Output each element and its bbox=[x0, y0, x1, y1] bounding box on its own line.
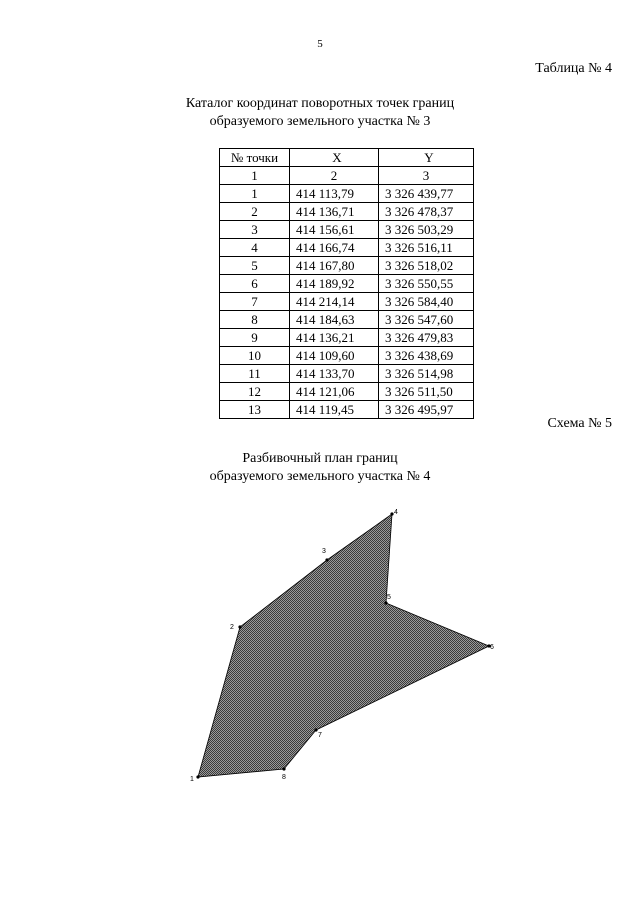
y-coordinate-cell: 3 326 584,40 bbox=[379, 293, 474, 311]
point-number-cell: 10 bbox=[220, 347, 290, 365]
x-coordinate-cell: 414 121,06 bbox=[290, 383, 379, 401]
point-number-cell: 8 bbox=[220, 311, 290, 329]
vertex-label: 4 bbox=[394, 509, 398, 516]
y-coordinate-cell: 3 326 511,50 bbox=[379, 383, 474, 401]
header-point-number: № точки bbox=[220, 149, 290, 167]
y-coordinate-cell: 3 326 478,37 bbox=[379, 203, 474, 221]
header-x: X bbox=[290, 149, 379, 167]
vertex-label: 8 bbox=[282, 774, 286, 781]
table-number-label: Таблица № 4 bbox=[535, 61, 612, 76]
vertex-point bbox=[384, 601, 387, 604]
y-coordinate-cell: 3 326 438,69 bbox=[379, 347, 474, 365]
vertex-label: 6 bbox=[490, 644, 494, 651]
x-coordinate-cell: 414 119,45 bbox=[290, 401, 379, 419]
point-number-cell: 13 bbox=[220, 401, 290, 419]
y-coordinate-cell: 3 326 439,77 bbox=[379, 185, 474, 203]
point-number-cell: 7 bbox=[220, 293, 290, 311]
catalog-title-line-1: Каталог координат поворотных точек границ bbox=[185, 96, 455, 111]
index-cell: 1 bbox=[220, 167, 290, 185]
point-number-cell: 1 bbox=[220, 185, 290, 203]
x-coordinate-cell: 414 109,60 bbox=[290, 347, 379, 365]
x-coordinate-cell: 414 133,70 bbox=[290, 365, 379, 383]
index-cell: 2 bbox=[290, 167, 379, 185]
y-coordinate-cell: 3 326 503,29 bbox=[379, 221, 474, 239]
point-number-cell: 6 bbox=[220, 275, 290, 293]
vertex-label: 2 bbox=[230, 624, 234, 631]
point-number-cell: 3 bbox=[220, 221, 290, 239]
scheme-number-label: Схема № 5 bbox=[547, 416, 612, 431]
plan-title-line-1: Разбивочный план границ bbox=[242, 451, 398, 466]
vertex-point bbox=[282, 767, 285, 770]
y-coordinate-cell: 3 326 547,60 bbox=[379, 311, 474, 329]
parcel-polygon bbox=[198, 514, 489, 777]
point-number-cell: 2 bbox=[220, 203, 290, 221]
page-number: 5 bbox=[317, 38, 323, 50]
point-number-cell: 11 bbox=[220, 365, 290, 383]
index-cell: 3 bbox=[379, 167, 474, 185]
x-coordinate-cell: 414 166,74 bbox=[290, 239, 379, 257]
vertex-label: 3 bbox=[322, 548, 326, 555]
point-number-cell: 5 bbox=[220, 257, 290, 275]
y-coordinate-cell: 3 326 516,11 bbox=[379, 239, 474, 257]
vertex-label: 5 bbox=[387, 594, 391, 601]
plan-title-line-2: образуемого земельного участка № 4 bbox=[209, 469, 431, 484]
point-number-cell: 12 bbox=[220, 383, 290, 401]
vertex-label: 7 bbox=[318, 732, 322, 739]
x-coordinate-cell: 414 189,92 bbox=[290, 275, 379, 293]
x-coordinate-cell: 414 136,21 bbox=[290, 329, 379, 347]
y-coordinate-cell: 3 326 514,98 bbox=[379, 365, 474, 383]
x-coordinate-cell: 414 136,71 bbox=[290, 203, 379, 221]
y-coordinate-cell: 3 326 518,02 bbox=[379, 257, 474, 275]
y-coordinate-cell: 3 326 550,55 bbox=[379, 275, 474, 293]
x-coordinate-cell: 414 167,80 bbox=[290, 257, 379, 275]
y-coordinate-cell: 3 326 479,83 bbox=[379, 329, 474, 347]
y-coordinate-cell: 3 326 495,97 bbox=[379, 401, 474, 419]
point-number-cell: 4 bbox=[220, 239, 290, 257]
header-y: Y bbox=[379, 149, 474, 167]
x-coordinate-cell: 414 156,61 bbox=[290, 221, 379, 239]
vertex-label: 1 bbox=[190, 776, 194, 783]
x-coordinate-cell: 414 113,79 bbox=[290, 185, 379, 203]
vertex-point bbox=[196, 775, 199, 778]
vertex-point bbox=[325, 558, 328, 561]
x-coordinate-cell: 414 214,14 bbox=[290, 293, 379, 311]
x-coordinate-cell: 414 184,63 bbox=[290, 311, 379, 329]
vertex-point bbox=[238, 625, 241, 628]
catalog-title-line-2: образуемого земельного участка № 3 bbox=[209, 114, 431, 129]
point-number-cell: 9 bbox=[220, 329, 290, 347]
